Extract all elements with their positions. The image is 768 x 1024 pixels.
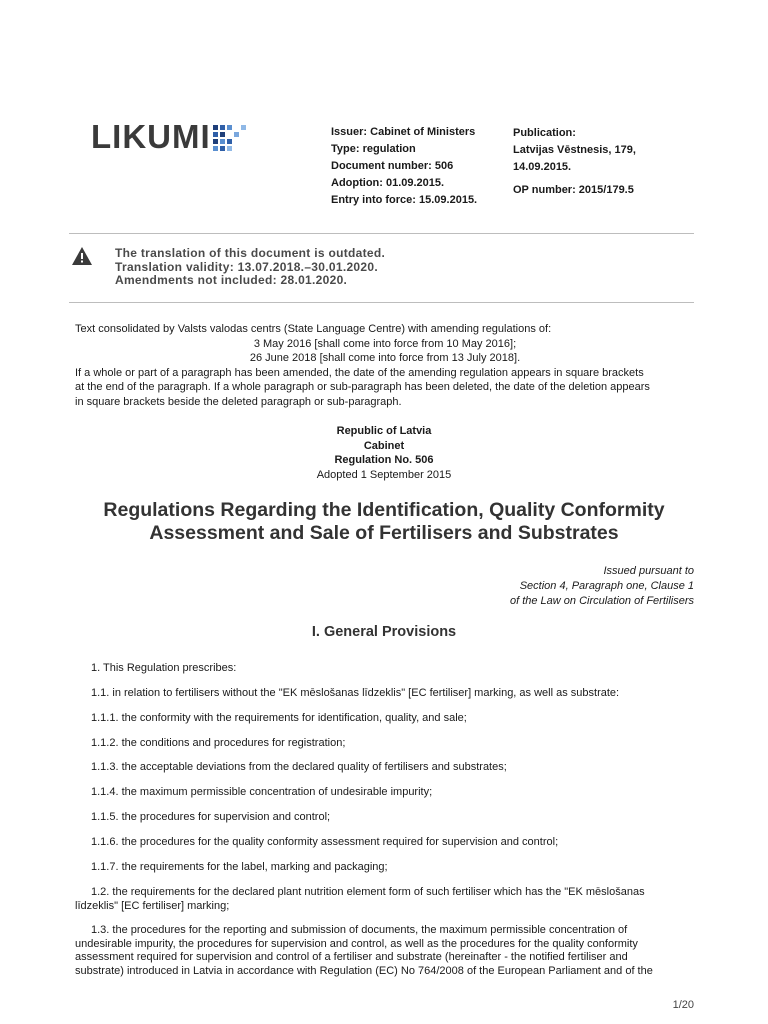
- document-metadata: [331, 124, 477, 209]
- likumi-logo: [91, 118, 249, 155]
- legal-basis-line: of the Law on Circulation of Fertilisers: [509, 595, 694, 607]
- publication-label: Publication:: [513, 127, 576, 139]
- paragraph-text: 1.1. in relation to fertilisers without the "EK mēslošanas līdzeklis" [EC fertiliser] marking, as well as substrate:: [91, 687, 620, 699]
- paragraph: [75, 836, 695, 850]
- paragraph-text: undesirable impurity, the procedures for supervision and control, as well as the procedures for the quality conformity: [75, 937, 638, 950]
- warning-line-validity: Translation validity: 13.07.2018.–30.01.2020.: [115, 259, 378, 274]
- publication-source: Latvijas Vēstnesis, 179,: [513, 144, 636, 156]
- regulation-number: Regulation No. 506: [334, 454, 434, 466]
- consolidation-line: at the end of the paragraph. If a whole paragraph or sub-paragraph has been deleted, the date of the deletion appears: [75, 381, 650, 393]
- paragraph: [75, 924, 695, 978]
- paragraph: [75, 687, 695, 701]
- paragraph: [75, 861, 695, 875]
- publication-metadata: [513, 125, 636, 199]
- logo-text: LIKUMI: [91, 118, 211, 155]
- country: Republic of Latvia: [336, 425, 432, 437]
- document-type: Type: regulation: [331, 143, 416, 155]
- paragraph-text: 1.1.3. the acceptable deviations from the declared quality of fertilisers and substrates;: [91, 761, 507, 773]
- paragraph-text: 1. This Regulation prescribes:: [91, 662, 237, 674]
- paragraph: [75, 712, 695, 726]
- issuer: Issuer: Cabinet of Ministers: [331, 126, 476, 138]
- paragraph-text: līdzeklis" [EC fertiliser] marking;: [75, 899, 230, 912]
- regulation-heading: [0, 424, 768, 482]
- page-number: 1/20: [672, 999, 694, 1011]
- paragraph: [75, 761, 695, 775]
- document-number: Document number: 506: [331, 160, 454, 172]
- publication-date: 14.09.2015.: [513, 161, 572, 173]
- title-line: Assessment and Sale of Fertilisers and Substrates: [149, 522, 619, 544]
- title-line: Regulations Regarding the Identification, Quality Conformity: [103, 499, 665, 521]
- logo-mark-icon: [213, 123, 249, 151]
- paragraph-text: 1.1.1. the conformity with the requirements for identification, quality, and sale;: [91, 712, 467, 724]
- entry-into-force: Entry into force: 15.09.2015.: [331, 194, 478, 206]
- paragraph: [75, 886, 695, 913]
- divider: [69, 302, 694, 303]
- legal-basis: [510, 564, 694, 609]
- paragraph: [75, 786, 695, 800]
- consolidation-line: in square brackets beside the deleted paragraph or sub-paragraph.: [75, 395, 402, 408]
- legal-basis-line: Section 4, Paragraph one, Clause 1: [519, 580, 694, 592]
- consolidation-line: If a whole or part of a paragraph has been amended, the date of the amending regulation appears in square brackets: [75, 366, 644, 379]
- amendment-date: 3 May 2016 [shall come into force from 10 May 2016];: [253, 337, 517, 350]
- paragraph: [75, 811, 695, 825]
- divider: [69, 233, 694, 234]
- paragraph-text: 1.1.5. the procedures for supervision and control;: [91, 811, 331, 823]
- paragraph-text: 1.1.6. the procedures for the quality conformity assessment required for supervision and control;: [91, 836, 559, 848]
- adopted-date: Adopted 1 September 2015: [316, 468, 452, 481]
- paragraph: [75, 662, 695, 676]
- paragraph-text: 1.1.2. the conditions and procedures for registration;: [91, 737, 346, 749]
- paragraph-text: substrate) introduced in Latvia in accordance with Regulation (EC) No 764/2008 of the European Parliament and of the: [75, 964, 653, 977]
- section-title: I. General Provisions: [311, 624, 457, 640]
- issuing-body: Cabinet: [363, 439, 405, 452]
- warning-line-amendments: Amendments not included: 28.01.2020.: [115, 273, 348, 287]
- consolidation-line: Text consolidated by Valsts valodas centrs (State Language Centre) with amending regulations of:: [75, 323, 552, 335]
- document-title: [60, 499, 708, 545]
- warning-icon: [72, 247, 92, 265]
- paragraph-text: 1.1.7. the requirements for the label, marking and packaging;: [91, 861, 388, 873]
- consolidation-note: [75, 322, 695, 409]
- paragraph-text: 1.2. the requirements for the declared plant nutrition element form of such fertiliser which has the "EK mēslošanas: [91, 886, 645, 898]
- legal-basis-line: Issued pursuant to: [603, 565, 694, 577]
- paragraph: [75, 737, 695, 751]
- paragraph-text: assessment required for supervision and control of a fertiliser and substrate (hereinafter - the notified fertiliser and: [75, 951, 628, 963]
- amendment-date: 26 June 2018 [shall come into force from 13 July 2018].: [249, 352, 521, 364]
- paragraph-text: 1.1.4. the maximum permissible concentration of undesirable impurity;: [91, 786, 433, 798]
- adoption-date: Adoption: 01.09.2015.: [331, 177, 445, 189]
- op-number: OP number: 2015/179.5: [513, 184, 634, 196]
- warning-line-outdated: The translation of this document is outdated.: [115, 246, 386, 260]
- paragraph-text: 1.3. the procedures for the reporting and submission of documents, the maximum permissible concentration of: [91, 924, 628, 936]
